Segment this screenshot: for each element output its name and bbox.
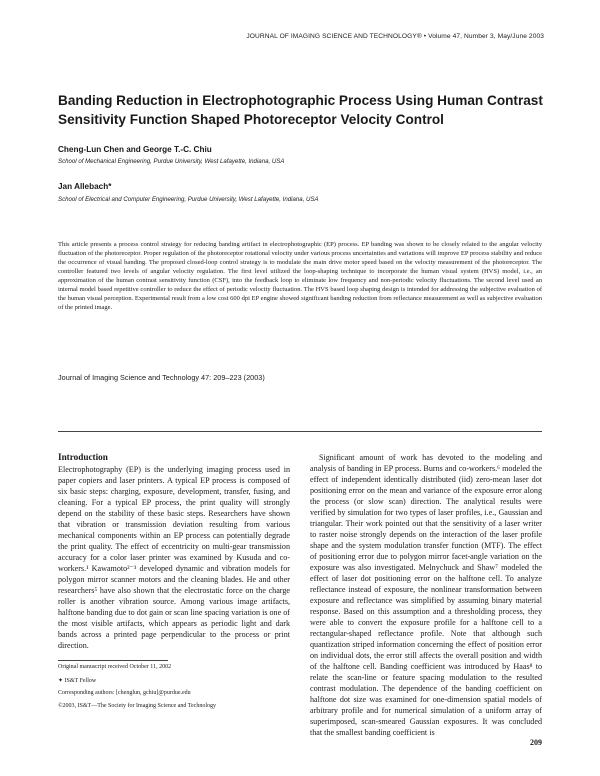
introduction-heading: Introduction [58, 452, 108, 462]
article-title: Banding Reduction in Electrophotographic Process Using Human Contrast Sensitivity Function Shaped Photoreceptor Velocity Control [58, 93, 543, 127]
footnote-corresponding: Corresponding authors: [chenglun, gchiu]@purdue.edu [58, 690, 191, 696]
intro-column-left: Electrophotography (EP) is the underlying imaging process used in paper copiers and laser printers. A typical EP process is composed of six basic steps: charging, exposure, development, transfer, fusing, and cleaning. For a typical EP process, the print quality will strongly depend on the stability of these basic steps. Researchers have shown that vibration or transmission deviation resulting from various mechanical components within an EP process can potentially degrade the print quality. The effect of eccentricity on multi-gear transmission accuracy for a color laser printer was examined by Kusuda and co-workers.¹ Kawamoto²⁻³ developed dynamic and vibration models for polygon mirror scanner motors and the cleaning blades. He and other researchers⁵ have also shown that the electrostatic force on the charge roller is another vibration source. Among various image artifacts, halftone banding due to dot gain or scan line spacing variation is one of the most visible artifacts, which appears as periodic light and dark bands across a printed page perpendicular to the process or print direction. [58, 465, 290, 650]
footnote-fellow: ✦ IS&T Fellow [58, 678, 97, 684]
affiliation-1: School of Mechanical Engineering, Purdue University, West Lafayette, Indiana, USA [58, 158, 285, 165]
intro-column-right: Significant amount of work has devoted to the modeling and analysis of banding in EP process. Burns and co-workers.⁶ modeled the effect of independent identically distributed (iid) zero-mean laser dot positioning error on the mean and variance of the exposure error along the process (or slow scan) direction. The analytical results were verified by simulation for two types of laser profiles, i.e., Gaussian and triangular. Their work pointed out that the sensitivity of a laser writer to raster noise strongly depends on the interaction of the laser profile shape and the system modulation transfer function (MTF). The effect of positioning error due to polygon mirror facet-angle variation on the exposure was also investigated. Melnychuck and Shaw⁷ modeled the effect of laser dot positioning error on the halftone cell. To analyze reflectance instead of exposure, the nonlinear transformation between exposure and reflectance was simplified by assuming binary material response. Based on this assumption and a thresholding process, they were able to convert the exposure profile for a halftone cell to a rectangular-shaped reflectance profile. Note that although such quantization striped information concerning the effect of position error on individual dots, the error still affects the overall position and width of the halftone cell. Banding coefficient was introduced by Haas⁸ to relate the scan-line or feature spacing modulation to the resulted contrast modulation. The dependence of the banding coefficient on halftone dot size was examined for one-dimension spatial models of arbitrary profile and for numerical simulation of a uniform array of superimposed, scan-smeared Gaussian exposures. It was concluded that the smallest banding coefficient is [310, 453, 542, 737]
authors-line-1: Cheng-Lun Chen and George T.-C. Chiu [58, 145, 212, 154]
page-number: 209 [530, 738, 542, 747]
affiliation-2: School of Electrical and Computer Engineering, Purdue University, West Lafayette, Indiana, USA [58, 196, 319, 203]
running-header: JOURNAL OF IMAGING SCIENCE AND TECHNOLOGY® • Volume 47, Number 3, May/June 2003 [246, 33, 544, 40]
section-divider [58, 431, 542, 432]
footnote-divider [58, 660, 168, 661]
journal-citation: Journal of Imaging Science and Technology 47: 209–223 (2003) [58, 373, 265, 382]
authors-line-2: Jan Allebach* [58, 182, 112, 191]
footnote-copyright: ©2003, IS&T—The Society for Imaging Science and Technology [58, 703, 216, 709]
abstract: This article presents a process control strategy for reducing banding artifact in electrophotographic (EP) process. EP banding was shown to be closely related to the angular velocity fluctuation of the photoreceptor. Proper regulation of the photoreceptor rotational velocity under various process uncertainties and variations will improve EP process stability and reduce the occurrence of visual banding. The proposed closed-loop control strategy is to modulate the main drive motor speed based on the velocity measurement of the photoreceptor. The controller featured two levels of angular velocity regulation. The first level utilized the loop-shaping technique to incorporate the human visual system (HVS) model, i.e., an approximation of the human contrast sensitivity function (CSF), into the feedback loop to eliminate low frequency and non-periodic velocity fluctuations. The second level used an internal model based repetitive controller to reduce the effect of periodic velocity fluctuation. The HVS based loop shaping design is intended for addressing the subjective evaluation of the human visual perception. Experimental result from a low cost 600 dpi EP engine showed significant banding reduction from reflectance measurement as well as subjective evaluation of the printed image. [58, 241, 542, 311]
footnote-received: Original manuscript received October 11, 2002 [58, 664, 172, 670]
